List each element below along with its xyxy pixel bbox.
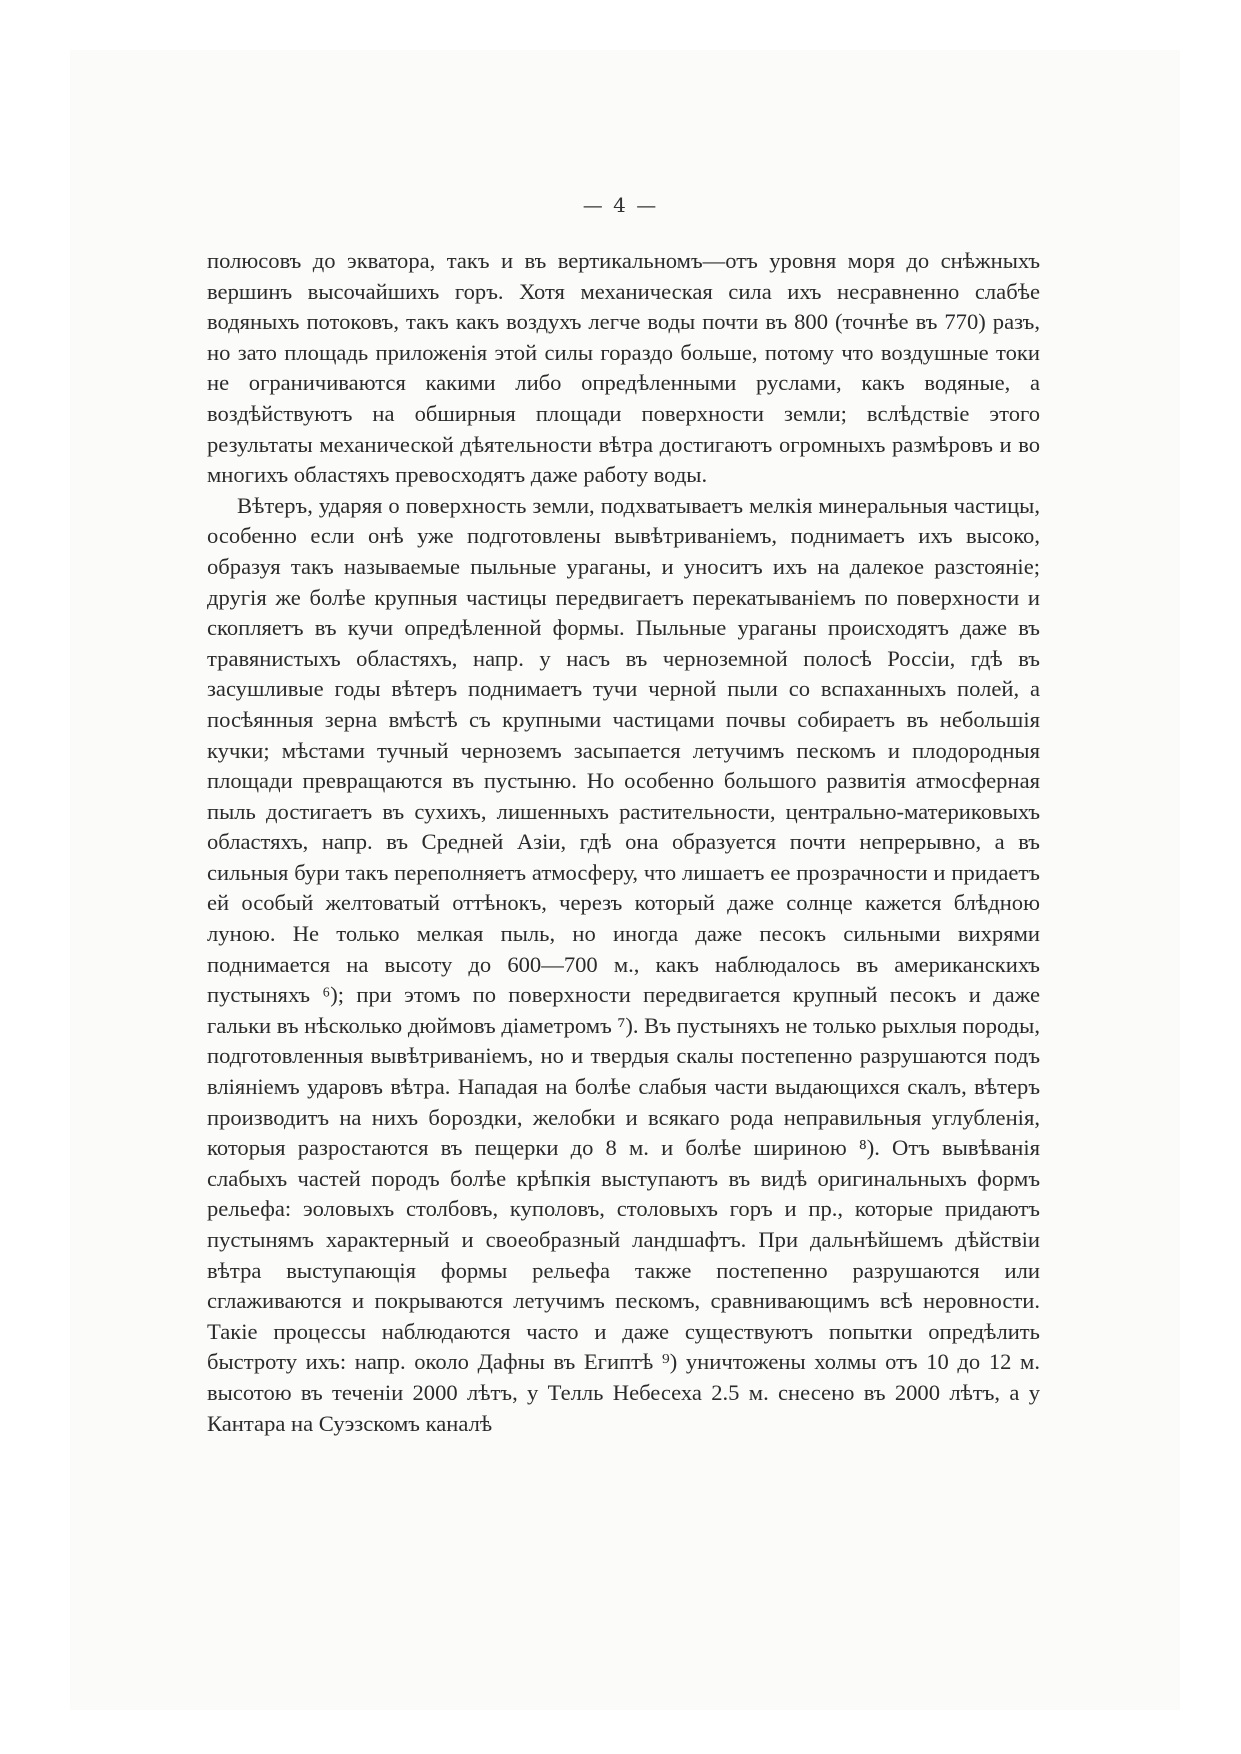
paragraph-1: полюсовъ до экватора, такъ и въ вертикальномъ—отъ уровня моря до снѣжныхъ вершинъ высочайшихъ горъ. Хотя механическая сила ихъ несравненно слабѣе водяныхъ потоковъ, такъ какъ воздухъ легче воды почти въ 800 (точнѣе въ 770) разъ, но зато площадь приложенія этой силы гораздо больше, потому что воздушные токи не ограничиваются какими либо опредѣленными руслами, какъ водяные, а воздѣйствуютъ на обширныя площади поверхности земли; вслѣдствіе этого результаты механической дѣятельности вѣтра достигаютъ огромныхъ размѣровъ и во многихъ областяхъ превосходятъ даже работу воды. <box>207 248 1040 488</box>
page-number: — 4 — <box>582 193 659 217</box>
paragraph-2: Вѣтеръ, ударяя о поверхность земли, подхватываетъ мелкія минеральныя частицы, особенно если онѣ уже подготовлены вывѣтриваніемъ, поднимаетъ ихъ высоко, образуя такъ называемые пыльные ураганы, и уноситъ ихъ на далекое разстояніе; другія же болѣе крупныя частицы передвигаетъ перекатываніемъ по поверхности и скопляетъ въ кучи опредѣленной формы. Пыльные ураганы происходятъ даже въ травянистыхъ областяхъ, напр. у насъ въ черноземной полосѣ Россіи, гдѣ въ засушливые годы вѣтеръ поднимаетъ тучи черной пыли со вспаханныхъ полей, а посѣянныя зерна вмѣстѣ съ крупными частицами почвы собираетъ въ небольшія кучки; мѣстами тучный черноземъ засыпается летучимъ пескомъ и плодородныя площади превращаются въ пустыню. Но особенно большого развитія атмосферная пыль достигаетъ въ сухихъ, лишенныхъ растительности, центрально-материковыхъ областяхъ, напр. въ Средней Азіи, гдѣ она образуется почти непрерывно, а въ сильныя бури такъ переполняетъ атмосферу, что лишаетъ ее прозрачности и придаетъ ей особый желтоватый оттѣнокъ, черезъ который даже солнце кажется блѣдною луною. Не только мелкая пыль, но иногда даже песокъ сильными вихрями поднимается на высоту до 600—700 м., какъ наблюдалось въ американскихъ пустыняхъ ⁶); при этомъ по поверхности передвигается крупный песокъ и даже гальки въ нѣсколько дюймовъ діаметромъ ⁷). Въ пустыняхъ не только рыхлыя породы, подготовленныя вывѣтриваніемъ, но и твердыя скалы постепенно разрушаются подъ вліяніемъ ударовъ вѣтра. Нападая на болѣе слабыя части выдающихся скалъ, вѣтеръ производитъ на нихъ бороздки, желобки и всякаго рода неправильныя углубленія, которыя разростаются въ пещерки до 8 м. и болѣе шириною ⁸). Отъ вывѣванія слабыхъ частей породъ болѣе крѣпкія выступаютъ въ видѣ оригинальныхъ формъ рельефа: эоловыхъ столбовъ, куполовъ, столовыхъ горъ и пр., которые придаютъ пустынямъ характерный и своеобразный ландшафтъ. При дальнѣйшемъ дѣйствіи вѣтра выступающія формы рельефа также постепенно разрушаются или сглаживаются и покрываются летучимъ пескомъ, сравнивающимъ всѣ неровности. Такіе процессы наблюдаются часто и даже существуютъ попытки опредѣлить быстроту ихъ: напр. около Дафны въ Египтѣ ⁹) уничтожены холмы отъ 10 до 12 м. высотою въ теченіи 2000 лѣтъ, у Телль Небесеха 2.5 м. снесено въ 2000 лѣтъ, а у Кантара на Суэзскомъ каналѣ <box>207 492 1040 1436</box>
body-text <box>207 246 1040 1439</box>
